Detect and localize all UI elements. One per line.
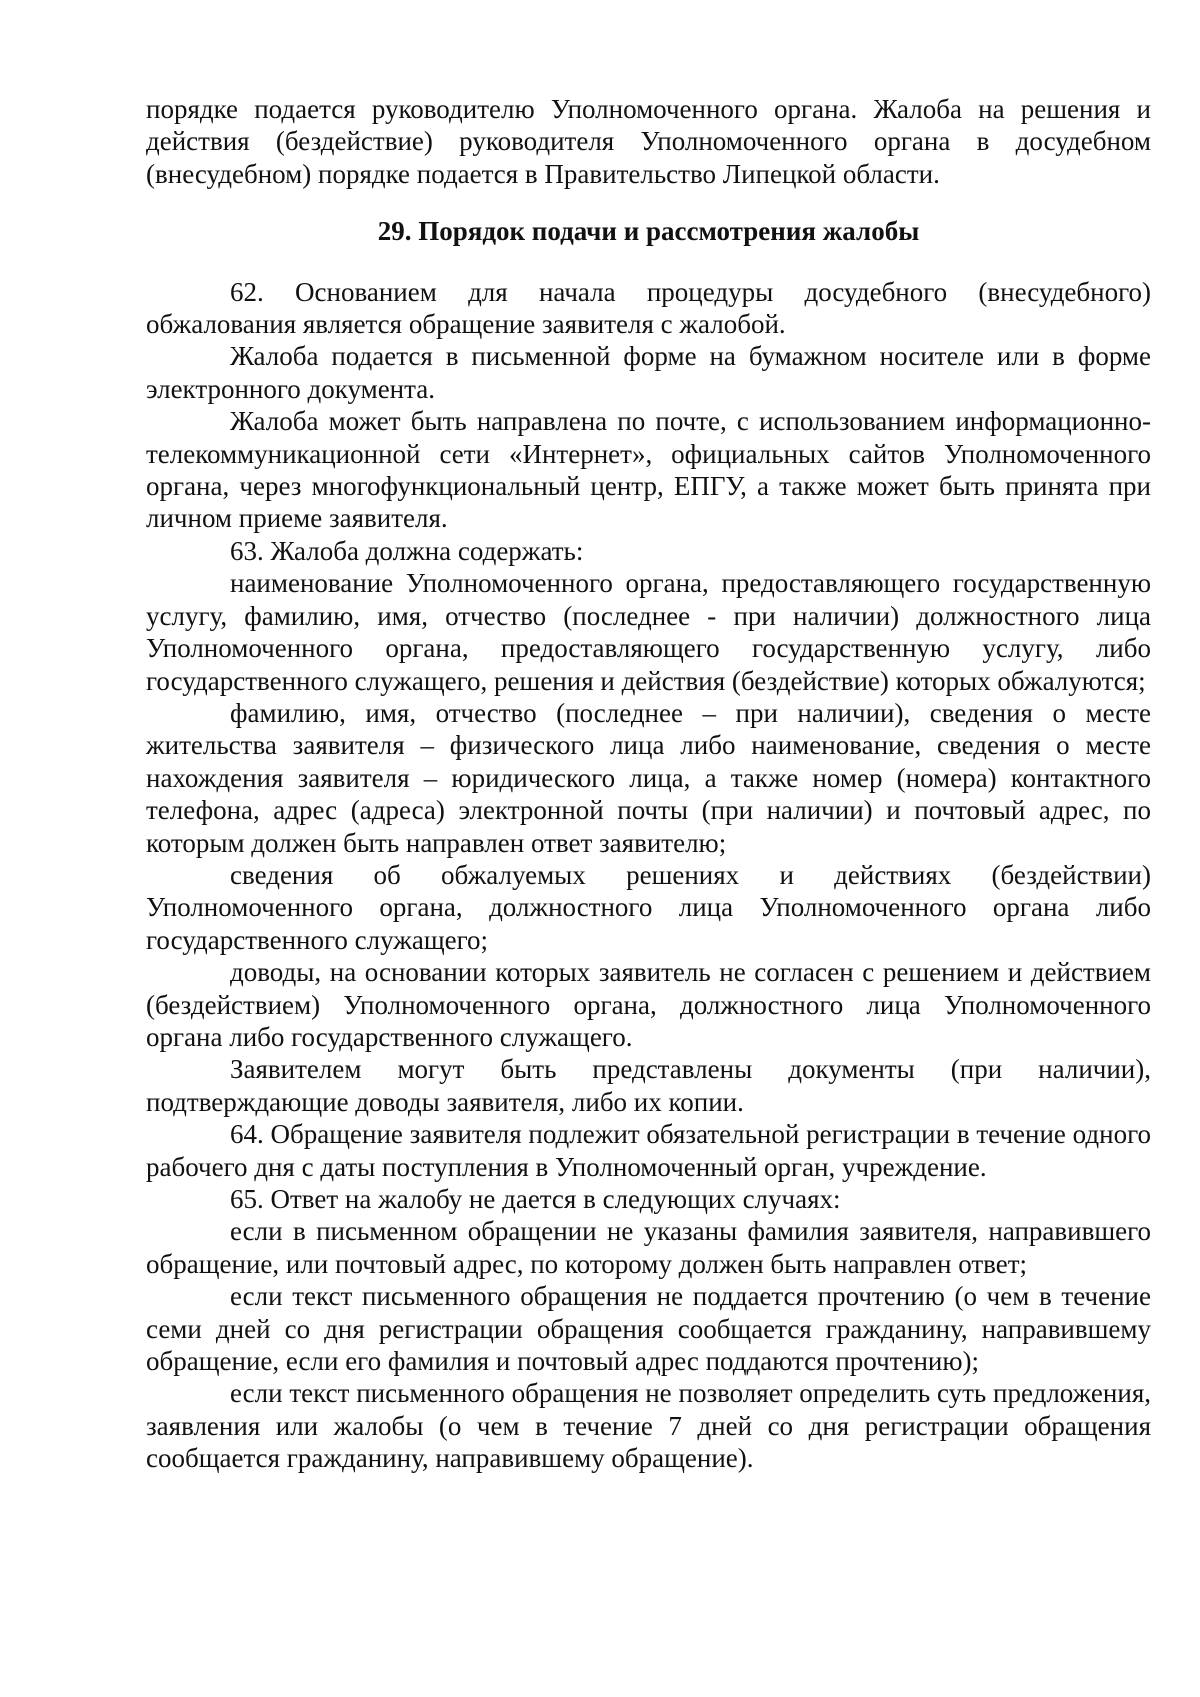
continuation-paragraph: порядке подается руководителю Уполномоченного органа. Жалоба на решения и действия (бездействие) руководителя Уполномоченного органа в досудебном (внесудебном) порядке подается в Правительство Липецкой области. — [146, 94, 1151, 189]
paragraph-complaint-channels: Жалоба может быть направлена по почте, с использованием информационно-телекоммуникационной сети «Интернет», официальных сайтов Уполномоченного органа, через многофункциональный центр, ЕПГУ, а также может быть принята при личном приеме заявителя. — [146, 406, 1151, 534]
list-item-no-name-address: если в письменном обращении не указаны фамилия заявителя, направившего обращение, или почтовый адрес, по которому должен быть направлен ответ; — [146, 1216, 1151, 1279]
paragraph-65: 65. Ответ на жалобу не дается в следующих случаях: — [230, 1184, 841, 1214]
document-page — [146, 93, 1151, 1475]
list-item-authority-name: наименование Уполномоченного органа, предоставляющего государственную услугу, фамилию, имя, отчество (последнее - при наличии) должностного лица Уполномоченного органа, предоставляющего государственную услугу, либо государственного служащего, решения и действия (бездействие) которых обжалуются; — [146, 568, 1151, 696]
paragraph-supporting-documents: Заявителем могут быть представлены документы (при наличии), подтверждающие доводы заявителя, либо их копии. — [146, 1054, 1151, 1117]
list-item-unclear-essence: если текст письменного обращения не позволяет определить суть предложения, заявления или жалобы (о чем в течение 7 дней со дня регистрации обращения сообщается гражданину, направившему обращение). — [146, 1378, 1151, 1474]
list-item-unreadable-text: если текст письменного обращения не поддается прочтению (о чем в течение семи дней со дня регистрации обращения сообщается гражданину, направившему обращение, если его фамилия и почтовый адрес поддаются прочтению); — [146, 1281, 1151, 1377]
paragraph-62: 62. Основанием для начала процедуры досудебного (внесудебного) обжалования является обращение заявителя с жалобой. — [146, 276, 1151, 340]
paragraph-63: 63. Жалоба должна содержать: — [230, 535, 584, 566]
list-item-applicant-details: фамилию, имя, отчество (последнее – при наличии), сведения о месте жительства заявителя – физического лица либо наименование, сведения о месте нахождения заявителя – юридического лица, а также номер (номера) контактного телефона, адрес (адреса) электронной почты (при наличии) и почтовый адрес, по которым должен быть направлен ответ заявителю; — [146, 697, 1151, 858]
paragraph-complaint-form: Жалоба подается в письменной форме на бумажном носителе или в форме электронного документа. — [146, 341, 1151, 404]
list-item-arguments: доводы, на основании которых заявитель не согласен с решением и действием (бездействием) Уполномоченного органа, должностного лица Уполномоченного органа либо государственного служащего. — [146, 957, 1151, 1052]
paragraph-64: 64. Обращение заявителя подлежит обязательной регистрации в течение одного рабочего дня с даты поступления в Уполномоченный орган, учреждение. — [146, 1119, 1151, 1182]
section-heading: 29. Порядок подачи и рассмотрения жалобы — [377, 216, 920, 247]
list-item-appealed-decisions: сведения об обжалуемых решениях и действиях (бездействии) Уполномоченного органа, должностного лица Уполномоченного органа либо государственного служащего; — [146, 859, 1151, 955]
